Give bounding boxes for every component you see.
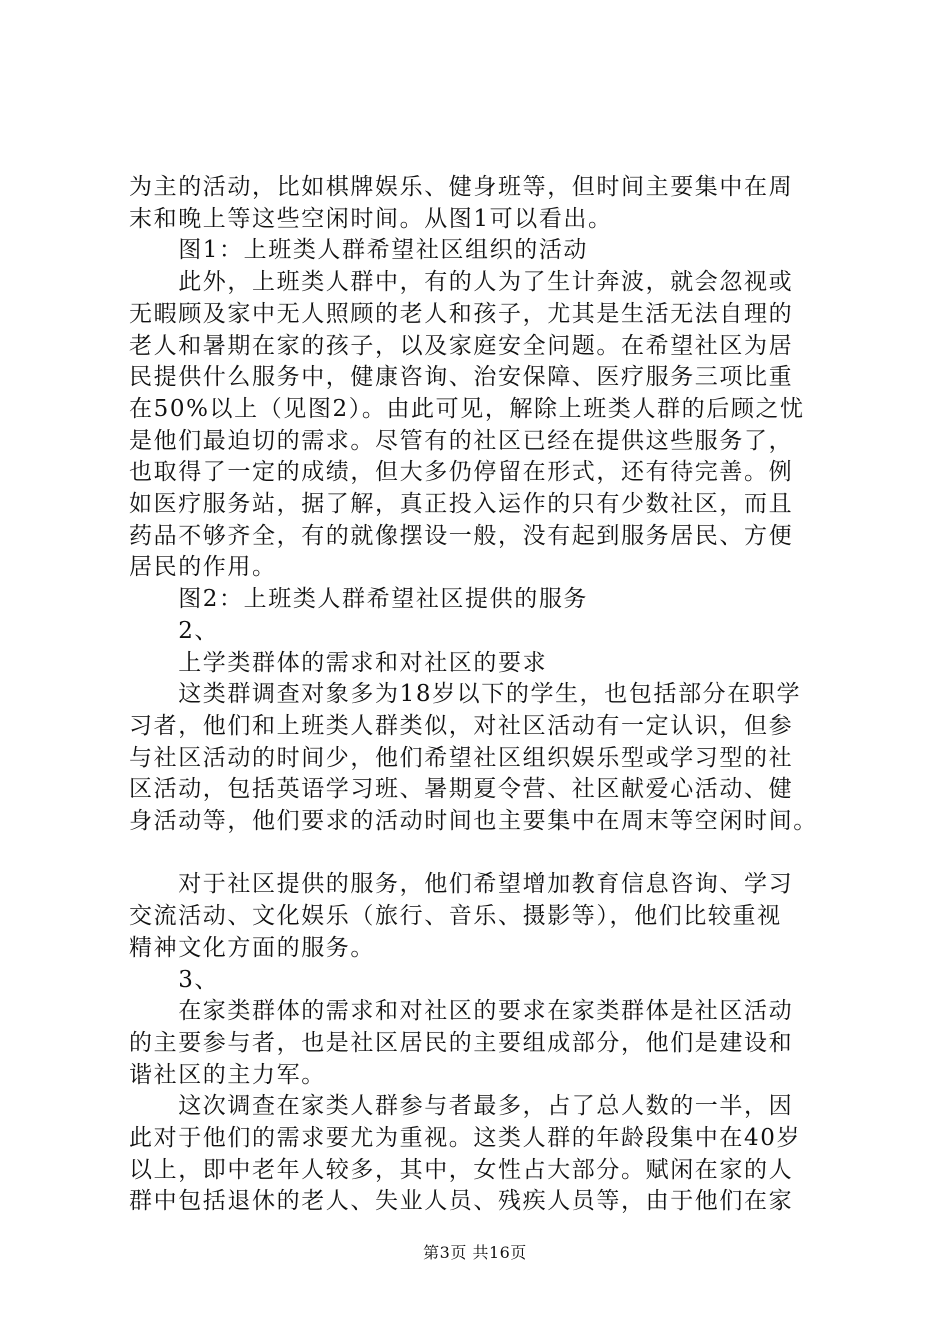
body-text <box>129 172 829 1218</box>
text-line: 是他们最迫切的需求。尽管有的社区已经在提供这些服务了， <box>129 427 794 454</box>
text-line: 精神文化方面的服务。 <box>129 934 375 961</box>
text-line: 交流活动、文化娱乐（旅行、音乐、摄影等），他们比较重视 <box>129 903 782 930</box>
text-line: 区活动，包括英语学习班、暑期夏令营、社区献爱心活动、健 <box>129 776 794 803</box>
text-line: 末和晚上等这些空闲时间。从图1可以看出。 <box>129 205 613 232</box>
page-footer: 第3页 共16页 <box>423 1243 527 1262</box>
text-line: 与社区活动的时间少，他们希望社区组织娱乐型或学习型的社 <box>129 744 794 771</box>
text-line: 群中包括退休的老人、失业人员、残疾人员等，由于他们在家 <box>129 1188 794 1215</box>
text-line: 居民的作用。 <box>129 554 277 581</box>
text-line: 图1：上班类人群希望社区组织的活动 <box>129 237 589 264</box>
text-line: 上学类群体的需求和对社区的要求 <box>129 649 548 676</box>
text-line: 谐社区的主力军。 <box>129 1061 326 1088</box>
text-line: 在50%以上（见图2）。由此可见，解除上班类人群的后顾之忧 <box>129 395 805 422</box>
text-line: 的主要参与者，也是社区居民的主要组成部分，他们是建设和 <box>129 1029 794 1056</box>
text-line: 民提供什么服务中，健康咨询、治安保障、医疗服务三项比重 <box>129 364 794 391</box>
text-line: 在家类群体的需求和对社区的要求在家类群体是社区活动 <box>129 998 794 1025</box>
text-line: 无暇顾及家中无人照顾的老人和孩子，尤其是生活无法自理的 <box>129 300 794 327</box>
text-line: 如医疗服务站，据了解，真正投入运作的只有少数社区，而且 <box>129 491 794 518</box>
text-line: 老人和暑期在家的孩子，以及家庭安全问题。在希望社区为居 <box>129 332 794 359</box>
text-line: 这次调查在家类人群参与者最多，占了总人数的一半，因 <box>129 1093 794 1120</box>
text-line: 此对于他们的需求要尤为重视。这类人群的年龄段集中在40岁 <box>129 1125 802 1152</box>
text-line: 也取得了一定的成绩，但大多仍停留在形式，还有待完善。例 <box>129 459 794 486</box>
text-line: 此外，上班类人群中，有的人为了生计奔波，就会忽视或 <box>129 269 794 296</box>
text-line: 3、 <box>129 966 220 993</box>
text-line: 身活动等，他们要求的活动时间也主要集中在周末等空闲时间。 <box>129 808 818 835</box>
blank-line <box>129 838 829 870</box>
text-line: 习者，他们和上班类人群类似，对社区活动有一定认识，但参 <box>129 712 794 739</box>
text-line: 这类群调查对象多为18岁以下的学生，也包括部分在职学 <box>129 681 802 708</box>
text-line: 图2：上班类人群希望社区提供的服务 <box>129 586 589 613</box>
text-line: 药品不够齐全，有的就像摆设一般，没有起到服务居民、方便 <box>129 522 794 549</box>
text-line: 2、 <box>129 617 220 644</box>
text-line: 为主的活动，比如棋牌娱乐、健身班等，但时间主要集中在周 <box>129 174 794 200</box>
text-line: 以上，即中老年人较多，其中，女性占大部分。赋闲在家的人 <box>129 1156 794 1183</box>
text-line: 对于社区提供的服务，他们希望增加教育信息咨询、学习 <box>129 871 794 898</box>
